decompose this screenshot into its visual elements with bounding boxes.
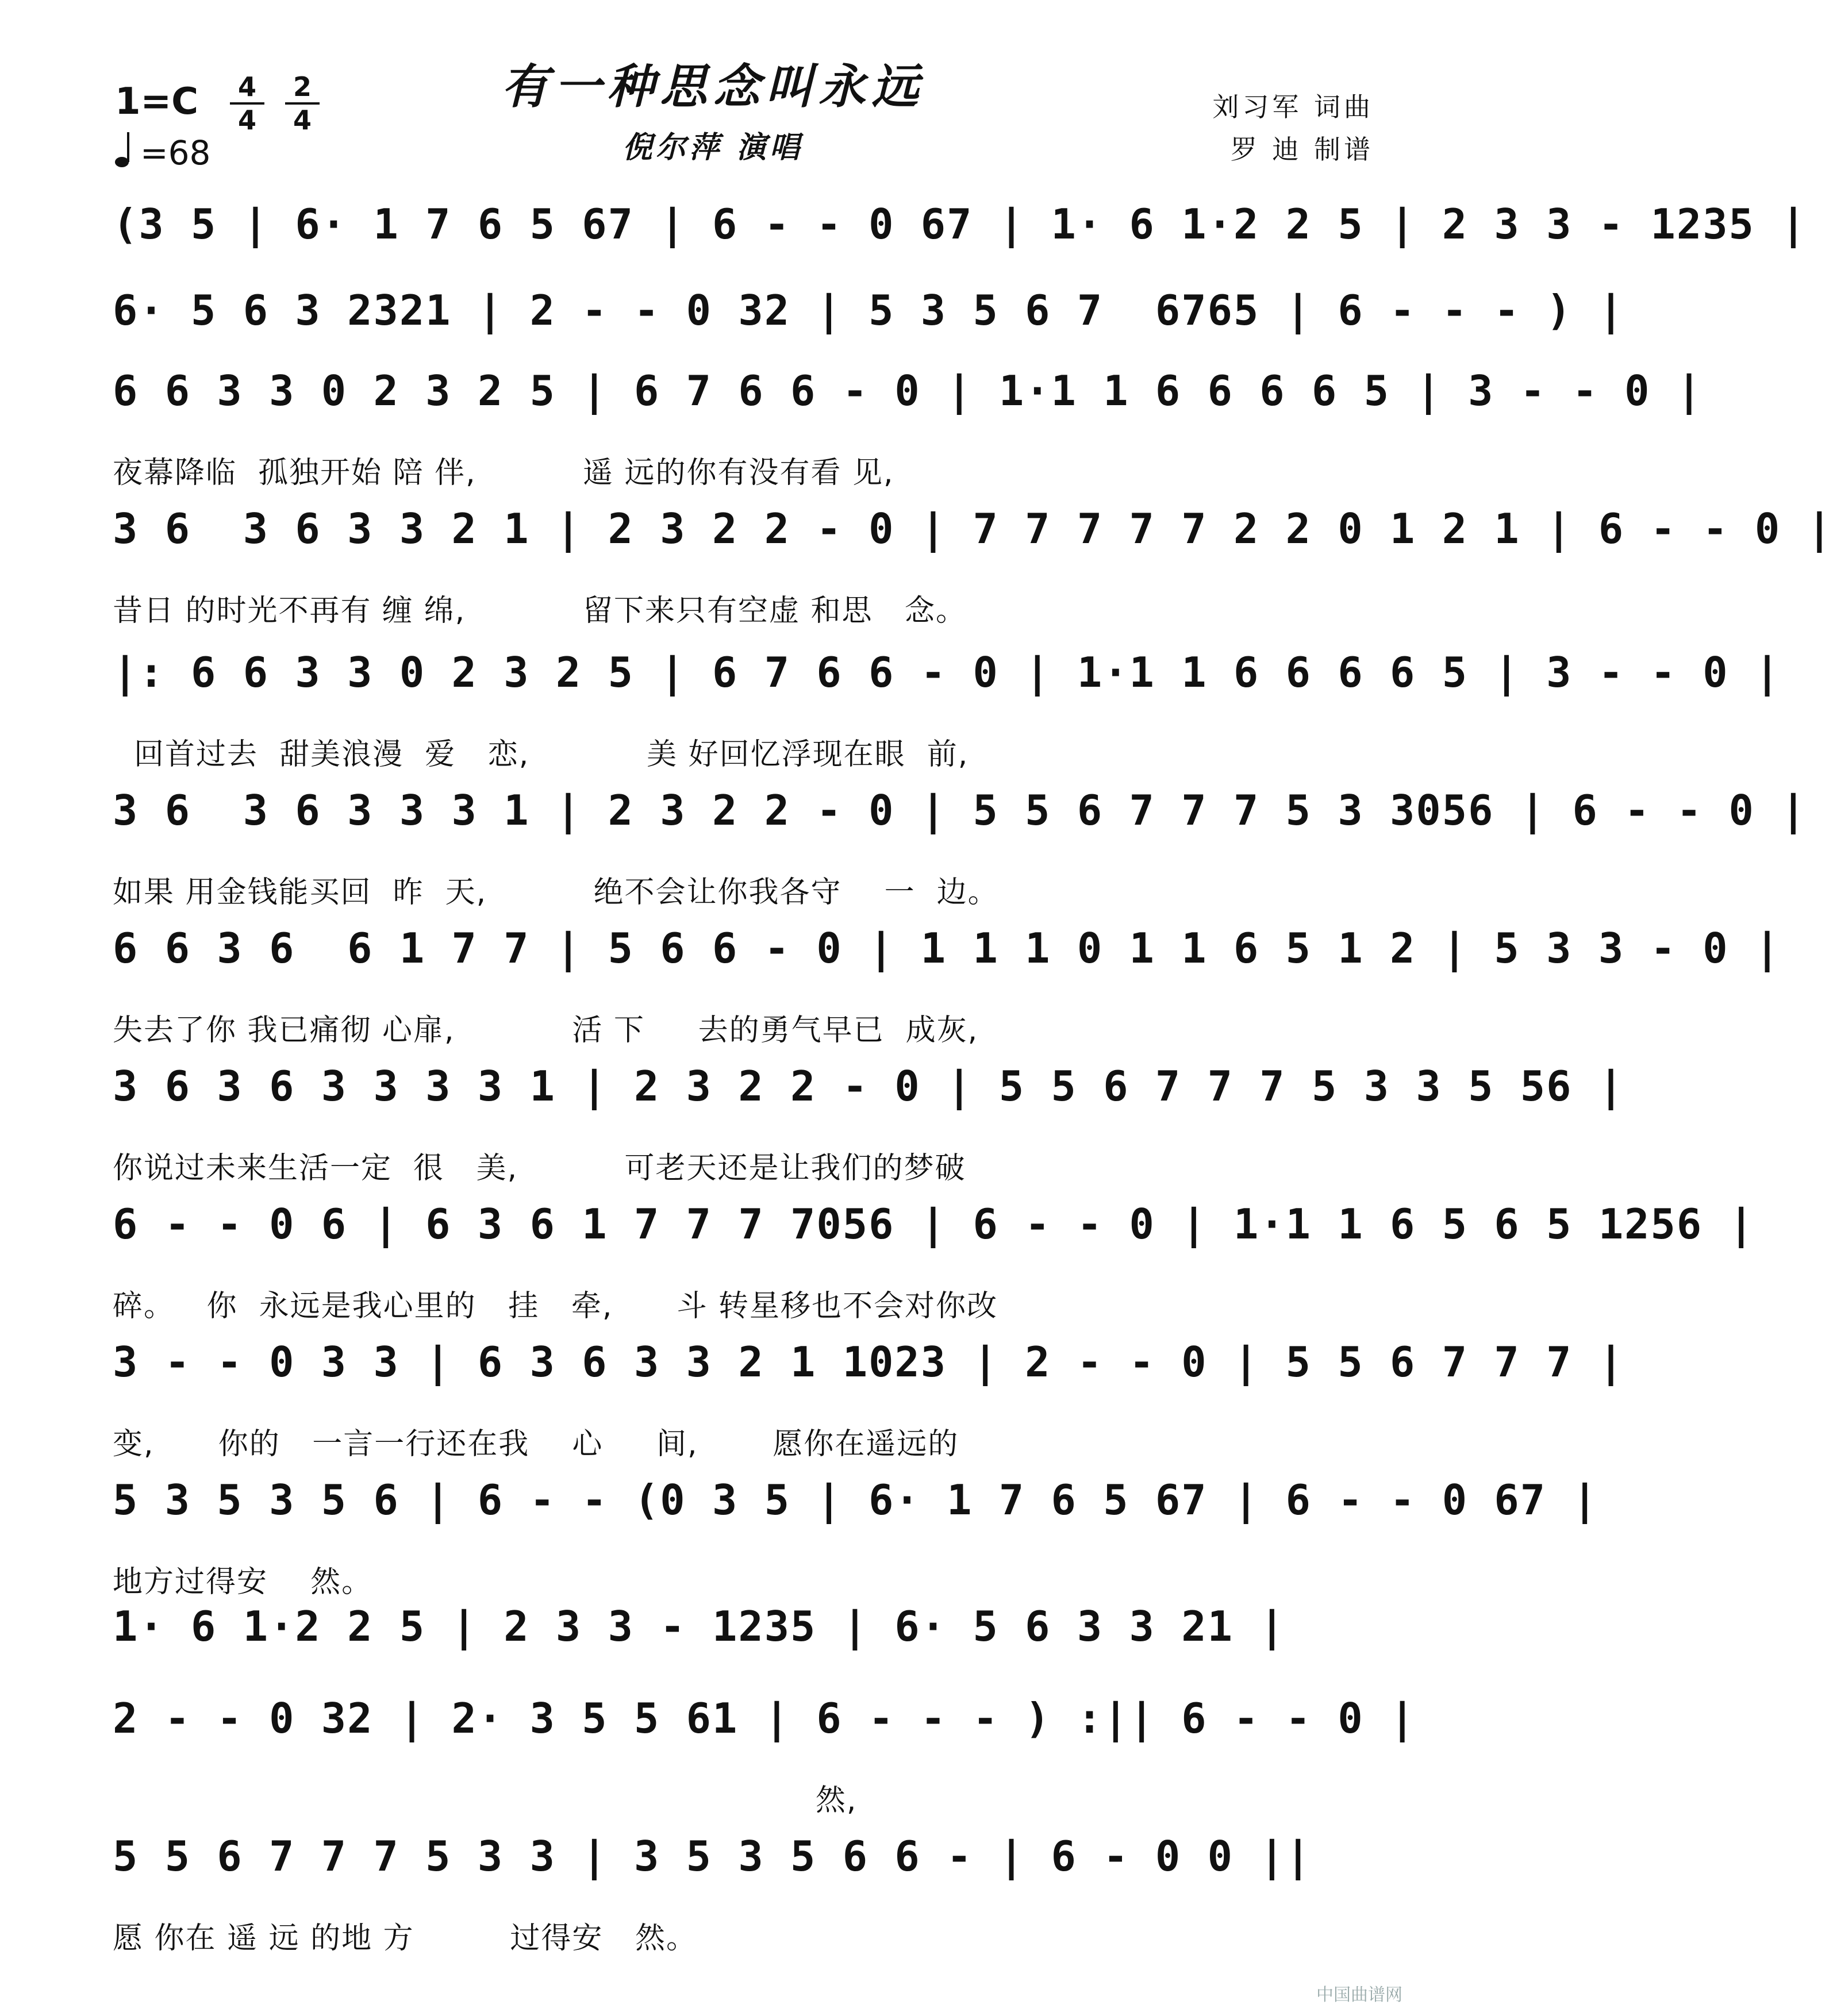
site-watermark: 中国曲谱网 (1316, 1985, 1402, 2005)
lyric-line: 你说过未来生活一定 很 美, 可老天还是让我们的梦破 (113, 1151, 966, 1186)
notation-line: 3 - - 0 3 3 | 6 3 6 3 3 2 1 1023 | 2 - - 0 | 5 5 6 7 7 7 | (113, 1338, 1625, 1386)
time-signature-2-4 (285, 72, 320, 134)
notation-line: |: 6 6 3 3 0 2 3 2 5 | 6 7 6 6 - 0 | 1·1 1 6 6 6 6 5 | 3 - - 0 | (113, 648, 1781, 697)
notation-line: 6 6 3 6 6 1 7 7 | 5 6 6 - 0 | 1 1 1 0 1 1 6 5 1 2 | 5 3 3 - 0 | (113, 924, 1781, 972)
notation-line: 1· 6 1·2 2 5 | 2 3 3 - 1235 | 6· 5 6 3 3 21 | (113, 1602, 1286, 1650)
notation-line: 6 - - 0 6 | 6 3 6 1 7 7 7 7056 | 6 - - 0 | 1·1 1 6 5 6 5 1256 | (113, 1200, 1755, 1248)
lyric-line: 失去了你 我已痛彻 心扉, 活 下 去的勇气早已 成灰, (113, 1013, 979, 1048)
credit-transcriber: 罗 迪 制谱 (1230, 134, 1374, 165)
notation-line: 5 3 5 3 5 6 | 6 - - (0 3 5 | 6· 1 7 6 5 67 | 6 - - 0 67 | (113, 1476, 1598, 1524)
key-signature: 1=C (115, 80, 199, 123)
tempo-marking: =68 (140, 133, 211, 172)
notation-line: (3 5 | 6· 1 7 6 5 67 | 6 - - 0 67 | 1· 6 1·2 2 5 | 2 3 3 - 1235 | (113, 200, 1807, 248)
time-sig-denominator: 4 (293, 105, 312, 136)
lyric-line: 变, 你的 一言一行还在我 心 间, 愿你在遥远的 (113, 1427, 959, 1461)
singer-line: 倪尔萍 演唱 (622, 130, 804, 165)
time-sig-numerator: 2 (293, 71, 312, 102)
time-sig-denominator: 4 (237, 105, 256, 136)
notation-line: 6 6 3 3 0 2 3 2 5 | 6 7 6 6 - 0 | 1·1 1 6 6 6 6 5 | 3 - - 0 | (113, 367, 1703, 415)
lyric-line: 昔日 的时光不再有 缠 绵, 留下来只有空虚 和思 念。 (113, 594, 967, 628)
song-title: 有一种思念叫永远 (501, 59, 924, 114)
time-signature-4-4 (230, 72, 264, 134)
lyric-line: 碎。 你 永远是我心里的 挂 牵, 斗 转星移也不会对你改 (113, 1289, 998, 1324)
notation-line: 3 6 3 6 3 3 3 1 | 2 3 2 2 - 0 | 5 5 6 7 7 7 5 3 3056 | 6 - - 0 | (113, 786, 1807, 834)
notation-line: 3 6 3 6 3 3 2 1 | 2 3 2 2 - 0 | 7 7 7 7 7 2 2 0 1 2 1 | 6 - - 0 | (113, 505, 1833, 553)
lyric-line: 然, (113, 1783, 858, 1818)
time-sig-numerator: 4 (237, 71, 256, 102)
lyric-line: 回首过去 甜美浪漫 爱 恋, 美 好回忆浮现在眼 前, (113, 737, 969, 772)
notation-line: 3 6 3 6 3 3 3 3 1 | 2 3 2 2 - 0 | 5 5 6 7 7 7 5 3 3 5 56 | (113, 1062, 1625, 1110)
notation-line: 2 - - 0 32 | 2· 3 5 5 61 | 6 - - - ) :|| 6 - - 0 | (113, 1694, 1416, 1742)
lyric-line: 地方过得安 然。 (113, 1565, 373, 1599)
notation-line: 5 5 6 7 7 7 5 3 3 | 3 5 3 5 6 6 - | 6 - 0 0 || (113, 1832, 1312, 1880)
lyric-line: 如果 用金钱能买回 昨 天, 绝不会让你我各守 一 边。 (113, 875, 999, 910)
credit-lyrics-music: 刘习军 词曲 (1212, 91, 1374, 122)
lyric-line: 愿 你在 遥 远 的地 方 过得安 然。 (113, 1921, 697, 1956)
notation-line: 6· 5 6 3 2321 | 2 - - 0 32 | 5 3 5 6 7 6765 | 6 - - - ) | (113, 286, 1625, 334)
quarter-note-icon (114, 129, 137, 169)
lyric-line: 夜幕降临 孤独开始 陪 伴, 遥 远的你有没有看 见, (113, 456, 894, 490)
